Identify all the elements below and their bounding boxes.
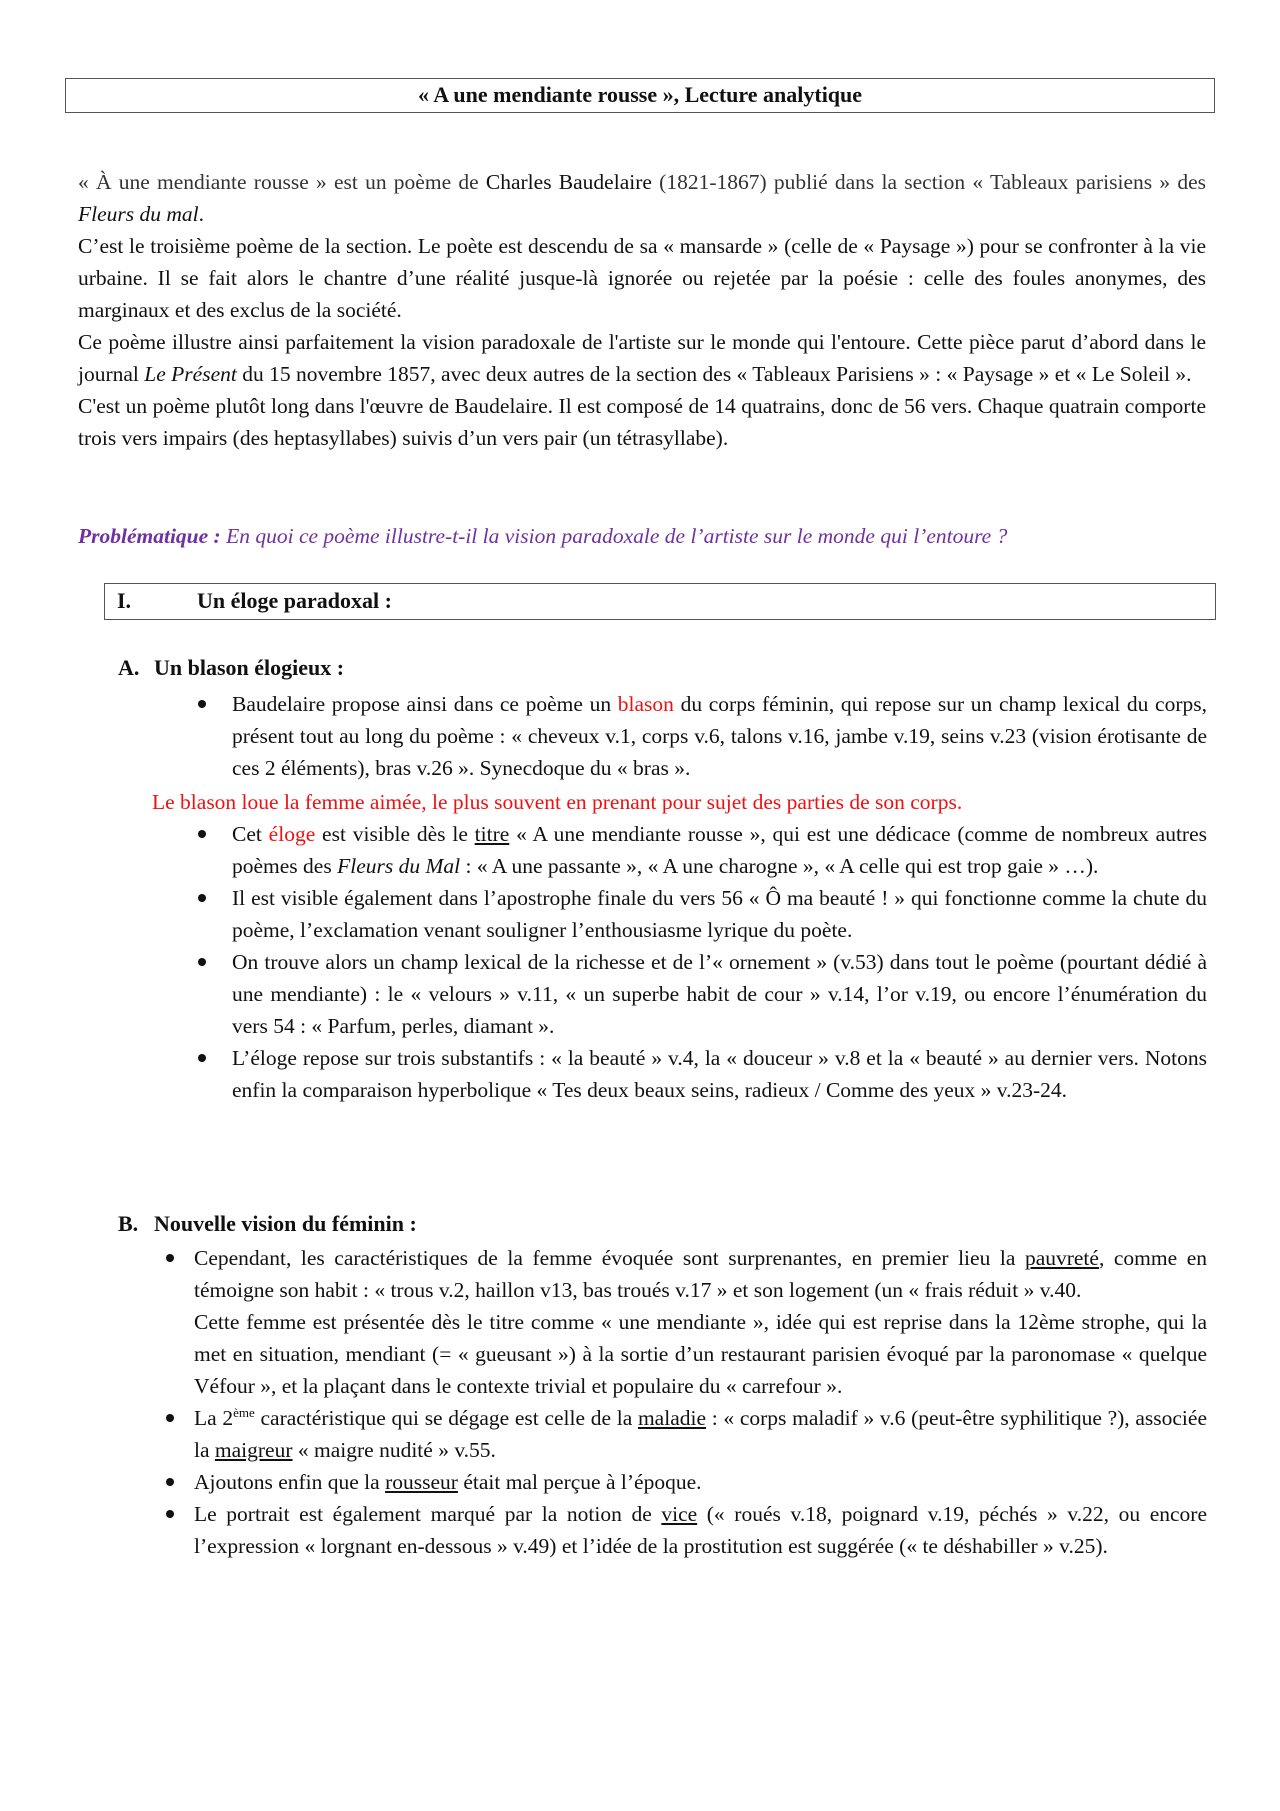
intro-paragraph-4: C'est un poème plutôt long dans l'œuvre de Baudelaire. Il est composé de 14 quatrains, donc de 56 vers. Chaque quatrain comporte trois vers impairs (des heptasyllabes) suivis d’un vers pair (un tétrasyllabe). (78, 394, 1206, 450)
item-text: Cet (232, 822, 269, 846)
author-name: Charles Baudelaire (485, 170, 652, 194)
bullet-icon (198, 894, 206, 902)
item-text: du corps féminin, qui repose sur un champ lexical du corps, présent tout au long du poème : « cheveux v.1, corps v.6, talons v.16, jambe v.19, seins v.23 (vision érotisante de ces 2 éléments), bras v.26 ». Synecdoque du « bras ». (232, 692, 1207, 780)
problematique (78, 520, 1238, 552)
item-text: était mal perçue à l’époque. (457, 1470, 702, 1494)
intro-paragraph-1 (78, 166, 1206, 230)
bullet-icon (166, 1478, 174, 1486)
intro-text: du 15 novembre 1857, avec deux autres de la section des « Tableaux Parisiens » : « Paysage » et « Le Soleil ». (236, 362, 1192, 386)
list-item (232, 946, 1207, 1042)
underlined-term: rousseur (385, 1470, 458, 1494)
item-text: caractéristique qui se dégage est celle de la (254, 1406, 638, 1430)
item-text: L’éloge repose sur trois substantifs : « la beauté » v.4, la « douceur » v.8 et la « beauté » au dernier vers. Notons enfin la comparaison hyperbolique « Tes deux beaux seins, radieux / Comme des yeux » v.23-24. (232, 1046, 1207, 1102)
highlight-term: blason (617, 692, 674, 716)
item-continuation: Cette femme est présentée dès le titre comme « une mendiante », idée qui est reprise dans la 12ème strophe, qui la met en situation, mendiant (= « gueusant ») à la sortie d’un restaurant parisien évoqué par la paronomase « quelque Véfour », et la plaçant dans le contexte trivial et populaire du « carrefour ». (194, 1310, 1207, 1398)
list-item (232, 882, 1207, 946)
subheading-a (118, 652, 344, 684)
item-text: « maigre nudité » v.55. (292, 1438, 496, 1462)
journal-title: Le Présent (144, 362, 237, 386)
item-text: , comme en témoigne son habit : « trous v.2, haillon v13, bas troués v.17 » et son logement (un « frais réduit » v.40. (194, 1246, 1207, 1302)
underlined-term: pauvreté (1024, 1246, 1099, 1270)
part-a-list-1 (232, 688, 1207, 784)
intro-text: (1821-1867) publié dans la section « Tableaux parisiens » des (651, 170, 1206, 194)
list-item (194, 1498, 1207, 1562)
underlined-term: titre (474, 822, 510, 846)
item-text: (« roués v.18, poignard v.19, péchés » v.22, ou encore l’expression « lorgnant en-dessous » v.49) et l’idée de la prostitution est suggérée (« te déshabiller » v.25). (194, 1502, 1207, 1558)
intro-text: « À une mendiante rousse » est un poème de (78, 170, 486, 194)
problematique-label: Problématique : (78, 524, 221, 548)
bullet-icon (166, 1414, 174, 1422)
list-item (194, 1242, 1207, 1402)
item-text: est visible dès le (315, 822, 475, 846)
item-text: : « corps maladif » v.6 (peut-être syphilitique ?), associée la (194, 1406, 1207, 1462)
intro-paragraph-2: C’est le troisième poème de la section. Le poète est descendu de sa « mansarde » (celle de « Paysage ») pour se confronter à la vie urbaine. Il se fait alors le chantre d’une réalité jusque-là ignorée ou rejetée par la poésie : celle des foules anonymes, des marginaux et des exclus de la société. (78, 234, 1206, 322)
intro-text: . (198, 202, 205, 226)
list-item (232, 1042, 1207, 1106)
item-text: : « A une passante », « A une charogne », « A celle qui est trop gaie » …). (460, 854, 1099, 878)
list-item (232, 688, 1207, 784)
book-title: Fleurs du Mal (337, 854, 461, 878)
problematique-question: En quoi ce poème illustre-t-il la vision paradoxale de l’artiste sur le monde qui l’entoure ? (220, 524, 1008, 548)
bullet-icon (198, 958, 206, 966)
underlined-term: maigreur (214, 1438, 293, 1462)
ordinal-superscript: ème (233, 1404, 255, 1420)
underlined-term: vice (661, 1502, 698, 1526)
section-heading-1 (104, 583, 1216, 620)
item-text: On trouve alors un champ lexical de la richesse et de l’« ornement » (v.53) dans tout le poème (pourtant dédié à une mendiante) : le « velours » v.11, « un superbe habit de cour » v.14, l’or v.19, ou encore l’énumération du vers 54 : « Parfum, perles, diamant ». (232, 950, 1207, 1038)
item-text: La 2 (194, 1406, 234, 1430)
item-text: Baudelaire propose ainsi dans ce poème un (232, 692, 618, 716)
document-title: « A une mendiante rousse », Lecture analytique (65, 78, 1215, 113)
intro-text: Ce poème illustre ainsi parfaitement la vision paradoxale de l'artiste sur le monde qui l'entoure. Cette pièce parut d’abord dans le journal (78, 330, 1206, 386)
subheading-b (118, 1208, 417, 1240)
introduction (78, 166, 1206, 454)
list-item (194, 1466, 1207, 1498)
subheading-title: Nouvelle vision du féminin : (154, 1211, 417, 1236)
subheading-letter: B. (118, 1211, 139, 1236)
part-a-list-2 (232, 818, 1207, 1106)
list-item (194, 1402, 1207, 1466)
bullet-icon (198, 700, 206, 708)
item-text: « A une mendiante rousse », qui est une dédicace (comme de nombreux autres poèmes des (232, 822, 1208, 878)
underlined-term: maladie (637, 1406, 707, 1430)
intro-paragraph-3 (78, 326, 1206, 390)
item-text: Cependant, les caractéristiques de la femme évoquée sont surprenantes, en premier lieu la (194, 1246, 1025, 1270)
bullet-icon (198, 830, 206, 838)
item-text: Il est visible également dans l’apostrophe finale du vers 56 « Ô ma beauté ! » qui fonctionne comme la chute du poème, l’exclamation venant souligner l’enthousiasme lyrique du poète. (232, 886, 1207, 942)
item-text: Le portrait est également marqué par la notion de (194, 1502, 662, 1526)
section-title: Un éloge paradoxal : (197, 588, 392, 613)
bullet-icon (166, 1510, 174, 1518)
highlight-term: éloge (268, 822, 316, 846)
subheading-title: Un blason élogieux : (154, 655, 345, 680)
list-item (232, 818, 1207, 882)
part-b-list (194, 1242, 1207, 1562)
bullet-icon (198, 1054, 206, 1062)
book-title: Fleurs du mal (78, 202, 199, 226)
bullet-icon (166, 1254, 174, 1262)
item-text: Ajoutons enfin que la (194, 1470, 386, 1494)
subheading-letter: A. (118, 655, 140, 680)
definition-note: Le blason loue la femme aimée, le plus souvent en prenant pour sujet des parties de son corps. (152, 790, 963, 814)
section-number: I. (117, 588, 132, 613)
